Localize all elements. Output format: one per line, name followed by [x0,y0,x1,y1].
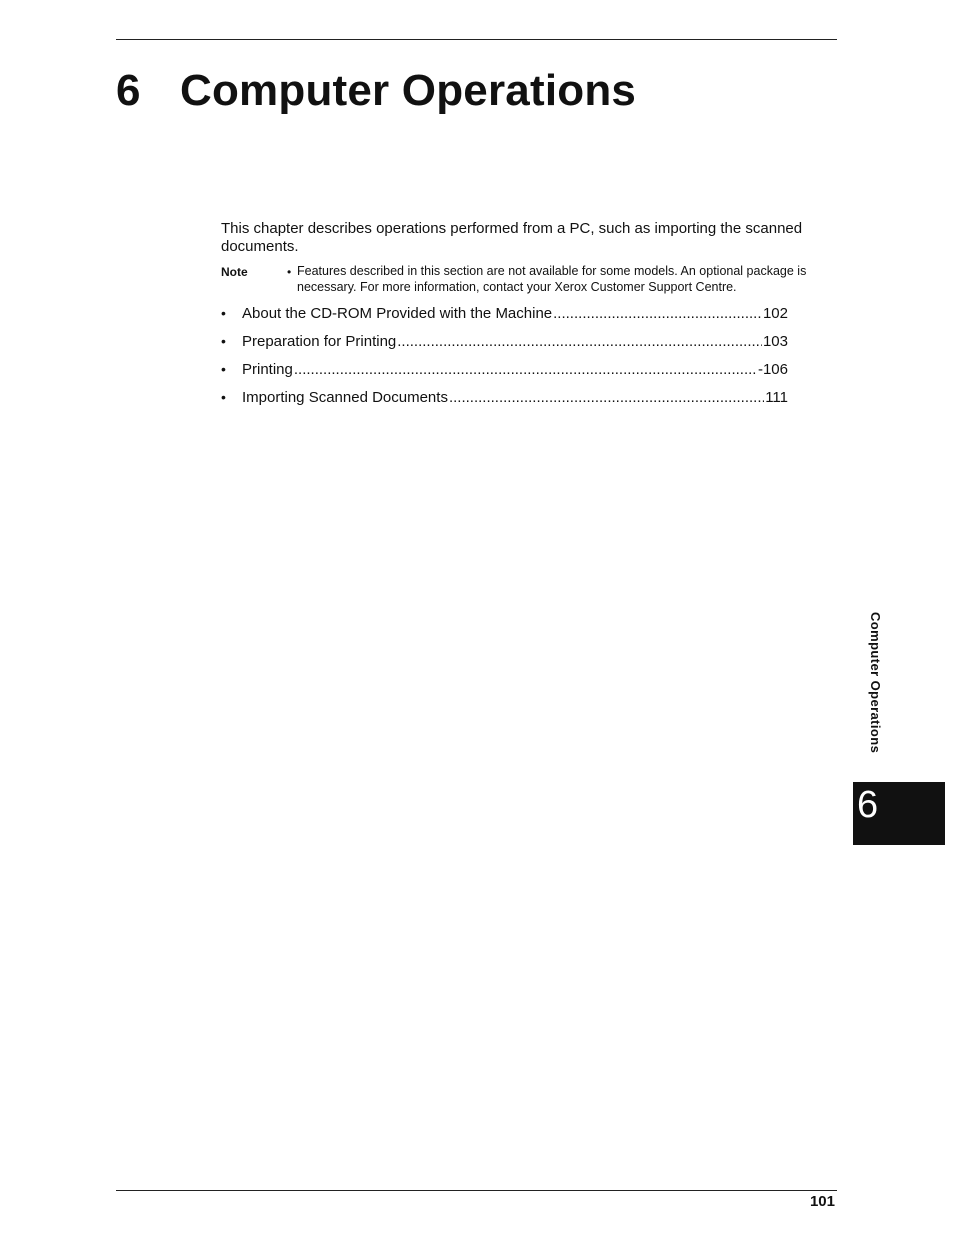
note-bullet: • [287,265,292,279]
chapter-number: 6 [116,66,141,115]
bullet-icon: • [221,361,226,377]
toc-item[interactable] [221,304,788,332]
toc-dot-leader [449,388,764,408]
toc-dot-leader [397,332,762,352]
bullet-icon: • [221,333,226,349]
header-rule [116,39,837,40]
toc-item-title: Preparation for Printing [242,333,397,350]
toc-item-page: -106 [757,361,788,378]
toc-item-page: 102 [762,305,788,322]
chapter-intro: This chapter describes operations performed from a PC, such as importing the scanned documents. [221,220,803,255]
toc-item-title: About the CD-ROM Provided with the Machine [242,305,553,322]
chapter-heading [116,62,636,120]
toc-item-title: Printing [242,361,293,378]
chapter-side-tab[interactable] [853,782,945,845]
toc-dot-leader [553,304,762,324]
chapter-title: Computer Operations [180,66,637,115]
side-tab-label: Computer Operations [868,612,883,754]
toc-item-page: 111 [765,389,788,406]
toc-item-page: 103 [762,333,788,350]
bullet-icon: • [221,389,226,405]
toc-item[interactable] [221,332,788,360]
note-text: Features described in this section are not available for some models. An optional package is necessary. For more information, contact your Xerox Customer Support Centre. [297,264,807,294]
toc-item-title: Importing Scanned Documents [242,389,448,406]
toc-item[interactable] [221,360,788,388]
footer-rule [116,1190,837,1191]
toc-dot-leader [294,360,757,380]
bullet-icon: • [221,305,226,321]
note-label: Note [221,265,248,279]
toc-item[interactable] [221,388,788,416]
page-number: 101 [809,1193,835,1210]
chapter-contents-list [221,304,788,416]
side-tab-number: 6 [857,784,879,826]
